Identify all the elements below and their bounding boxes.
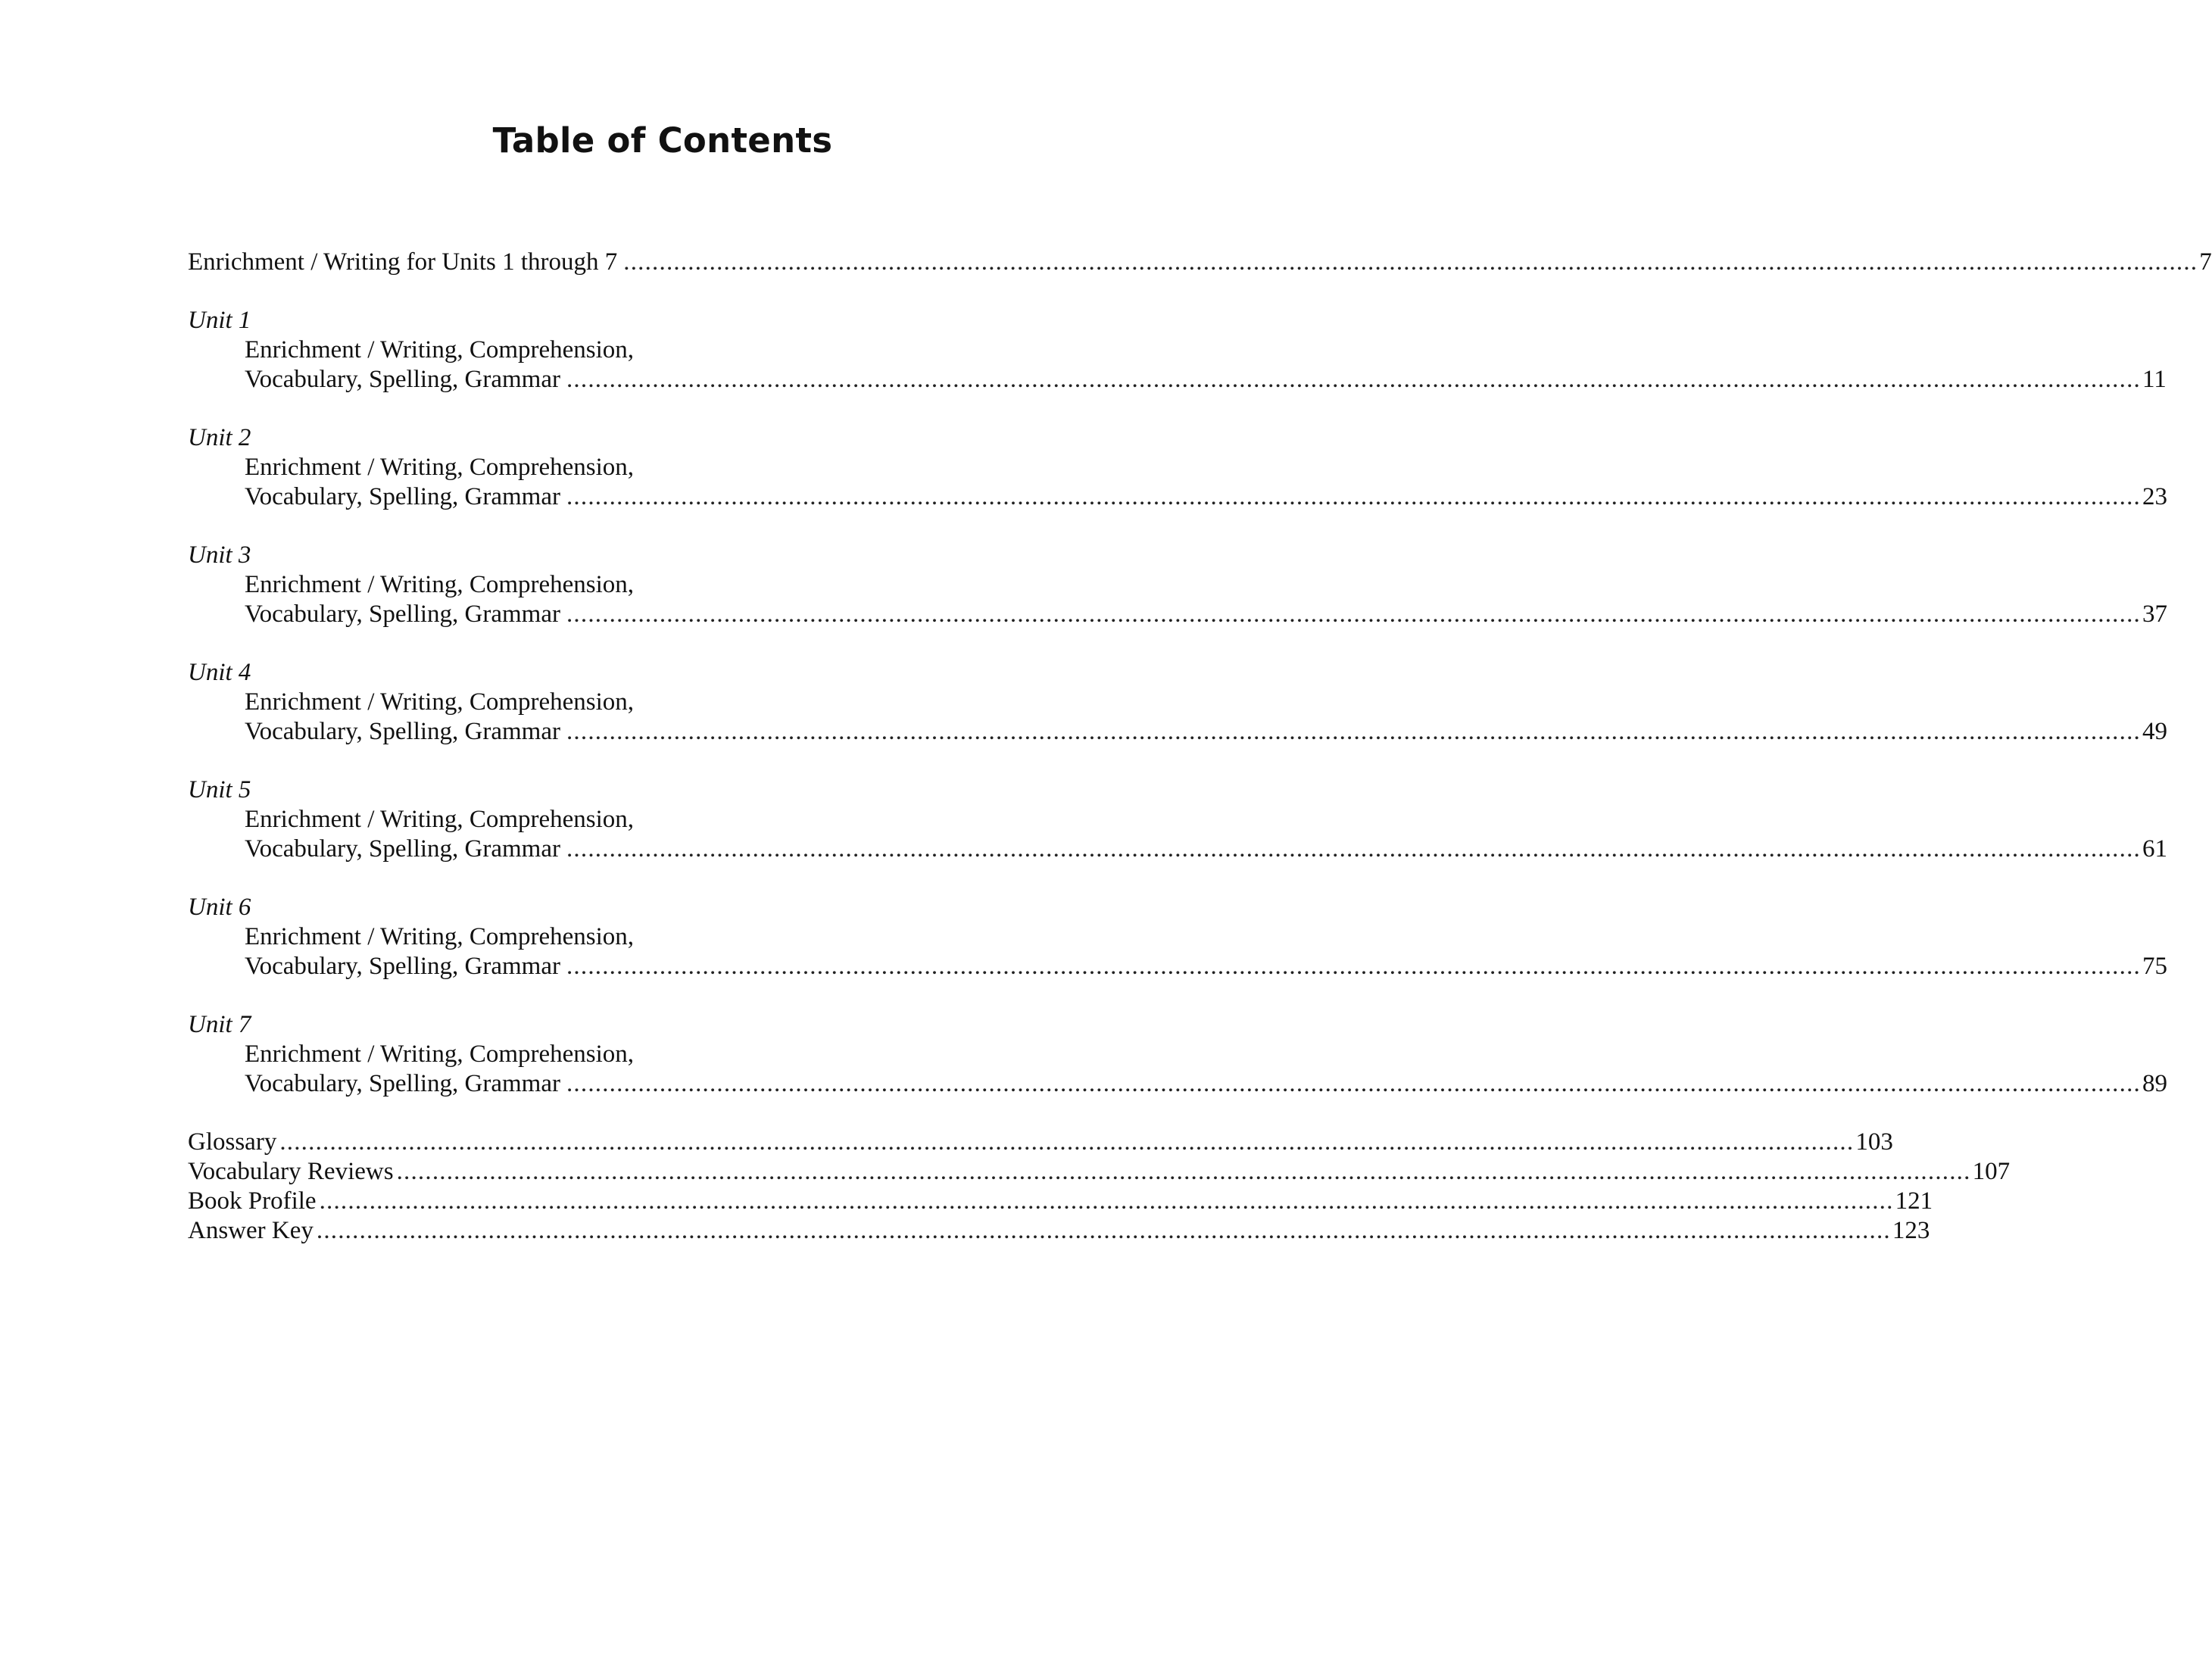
dot-leader: ............................................................................................................................................................................................................................ bbox=[566, 601, 2141, 628]
toc-unit-1[interactable] bbox=[188, 306, 2167, 395]
dot-leader: ............................................................................................................................................................................................................................ bbox=[566, 1070, 2141, 1097]
toc-page-number: 11 bbox=[2142, 366, 2167, 393]
dot-leader: ............................................................................................................................................................................................................................ bbox=[566, 835, 2141, 863]
dot-leader: ............................................................................................................................................................................................................................ bbox=[566, 718, 2141, 745]
spacer bbox=[188, 1099, 1127, 1128]
spacer bbox=[188, 629, 1127, 658]
toc-entry-answer-key[interactable] bbox=[188, 1216, 1930, 1246]
spacer bbox=[188, 277, 1127, 306]
toc-page-number: 89 bbox=[2142, 1070, 2167, 1097]
toc-entry bbox=[188, 717, 2167, 747]
unit-topics-line: Vocabulary, Spelling, Grammar bbox=[245, 366, 560, 393]
unit-topics-line: Vocabulary, Spelling, Grammar bbox=[245, 718, 560, 745]
unit-topics-line: Enrichment / Writing, Comprehension, bbox=[245, 688, 635, 716]
unit-topics-line: Vocabulary, Spelling, Grammar bbox=[245, 953, 560, 980]
toc-entry bbox=[188, 600, 2167, 629]
spacer bbox=[188, 981, 1127, 1010]
toc-unit-3[interactable] bbox=[188, 541, 2167, 629]
dot-leader: ............................................................................................................................................................................................................................ bbox=[316, 1217, 1891, 1244]
toc-unit-7[interactable] bbox=[188, 1010, 2167, 1099]
dot-leader: ............................................................................................................................................................................................................................ bbox=[623, 248, 2198, 276]
toc-page-number: 75 bbox=[2142, 953, 2167, 980]
toc-entry-intro[interactable] bbox=[188, 248, 2212, 277]
unit-topics-line: Vocabulary, Spelling, Grammar bbox=[245, 601, 560, 628]
spacer bbox=[188, 864, 1127, 893]
toc-unit-6[interactable] bbox=[188, 893, 2167, 981]
unit-heading: Unit 3 bbox=[188, 541, 251, 569]
unit-topics-line: Enrichment / Writing, Comprehension, bbox=[245, 806, 635, 833]
toc-entry-vocabulary-reviews[interactable] bbox=[188, 1157, 2011, 1187]
toc-entry-glossary[interactable] bbox=[188, 1128, 1893, 1157]
toc-page-number: 121 bbox=[1895, 1187, 1933, 1215]
unit-topics-line: Enrichment / Writing, Comprehension, bbox=[245, 1040, 635, 1068]
dot-leader: ............................................................................................................................................................................................................................ bbox=[566, 483, 2141, 510]
dot-leader: ............................................................................................................................................................................................................................ bbox=[396, 1158, 1971, 1185]
unit-topics-line: Vocabulary, Spelling, Grammar bbox=[245, 835, 560, 863]
toc-entry-label: Glossary bbox=[188, 1128, 277, 1156]
toc-page-number: 123 bbox=[1892, 1217, 1930, 1244]
toc-entry-label: Answer Key bbox=[188, 1217, 314, 1244]
unit-heading: Unit 2 bbox=[188, 424, 251, 451]
toc-page-number: 37 bbox=[2142, 601, 2167, 628]
unit-topics-line: Enrichment / Writing, Comprehension, bbox=[245, 923, 635, 950]
unit-heading: Unit 6 bbox=[188, 894, 251, 921]
toc-entry-book-profile[interactable] bbox=[188, 1187, 1933, 1216]
toc-entry bbox=[188, 365, 2167, 395]
dot-leader: ............................................................................................................................................................................................................................ bbox=[566, 953, 2141, 980]
spacer bbox=[188, 395, 1127, 423]
toc-unit-5[interactable] bbox=[188, 775, 2167, 864]
toc-entry-label: Vocabulary Reviews bbox=[188, 1158, 394, 1185]
toc-entry-label: Book Profile bbox=[188, 1187, 317, 1215]
toc-entry-label: Enrichment / Writing for Units 1 through 7 bbox=[188, 248, 618, 276]
unit-heading: Unit 1 bbox=[188, 307, 251, 334]
unit-heading: Unit 5 bbox=[188, 776, 251, 803]
toc-entry bbox=[188, 482, 2167, 512]
spacer bbox=[188, 512, 1127, 541]
dot-leader: ............................................................................................................................................................................................................................ bbox=[279, 1128, 1855, 1156]
unit-topics-line: Enrichment / Writing, Comprehension, bbox=[245, 571, 635, 598]
unit-topics-line: Enrichment / Writing, Comprehension, bbox=[245, 454, 635, 481]
table-of-contents bbox=[188, 248, 2212, 1246]
unit-topics-line: Vocabulary, Spelling, Grammar bbox=[245, 483, 560, 510]
dot-leader: ............................................................................................................................................................................................................................ bbox=[566, 366, 2141, 393]
unit-topics-line: Vocabulary, Spelling, Grammar bbox=[245, 1070, 560, 1097]
unit-heading: Unit 7 bbox=[188, 1011, 251, 1038]
unit-topics-line: Enrichment / Writing, Comprehension, bbox=[245, 336, 635, 363]
toc-page-number: 49 bbox=[2142, 718, 2167, 745]
dot-leader: ............................................................................................................................................................................................................................ bbox=[319, 1187, 1894, 1215]
spacer bbox=[188, 747, 1127, 775]
toc-page-number: 103 bbox=[1855, 1128, 1893, 1156]
toc-page-number: 61 bbox=[2142, 835, 2167, 863]
toc-entry bbox=[188, 1069, 2167, 1099]
toc-page-number: 107 bbox=[1972, 1158, 2011, 1185]
toc-page-number: 7 bbox=[2199, 248, 2212, 276]
toc-unit-2[interactable] bbox=[188, 423, 2167, 512]
page-title: Table of Contents bbox=[492, 120, 833, 161]
toc-page-number: 23 bbox=[2142, 483, 2167, 510]
toc-entry bbox=[188, 952, 2167, 981]
toc-entry bbox=[188, 835, 2167, 864]
toc-unit-4[interactable] bbox=[188, 658, 2167, 747]
unit-heading: Unit 4 bbox=[188, 659, 251, 686]
